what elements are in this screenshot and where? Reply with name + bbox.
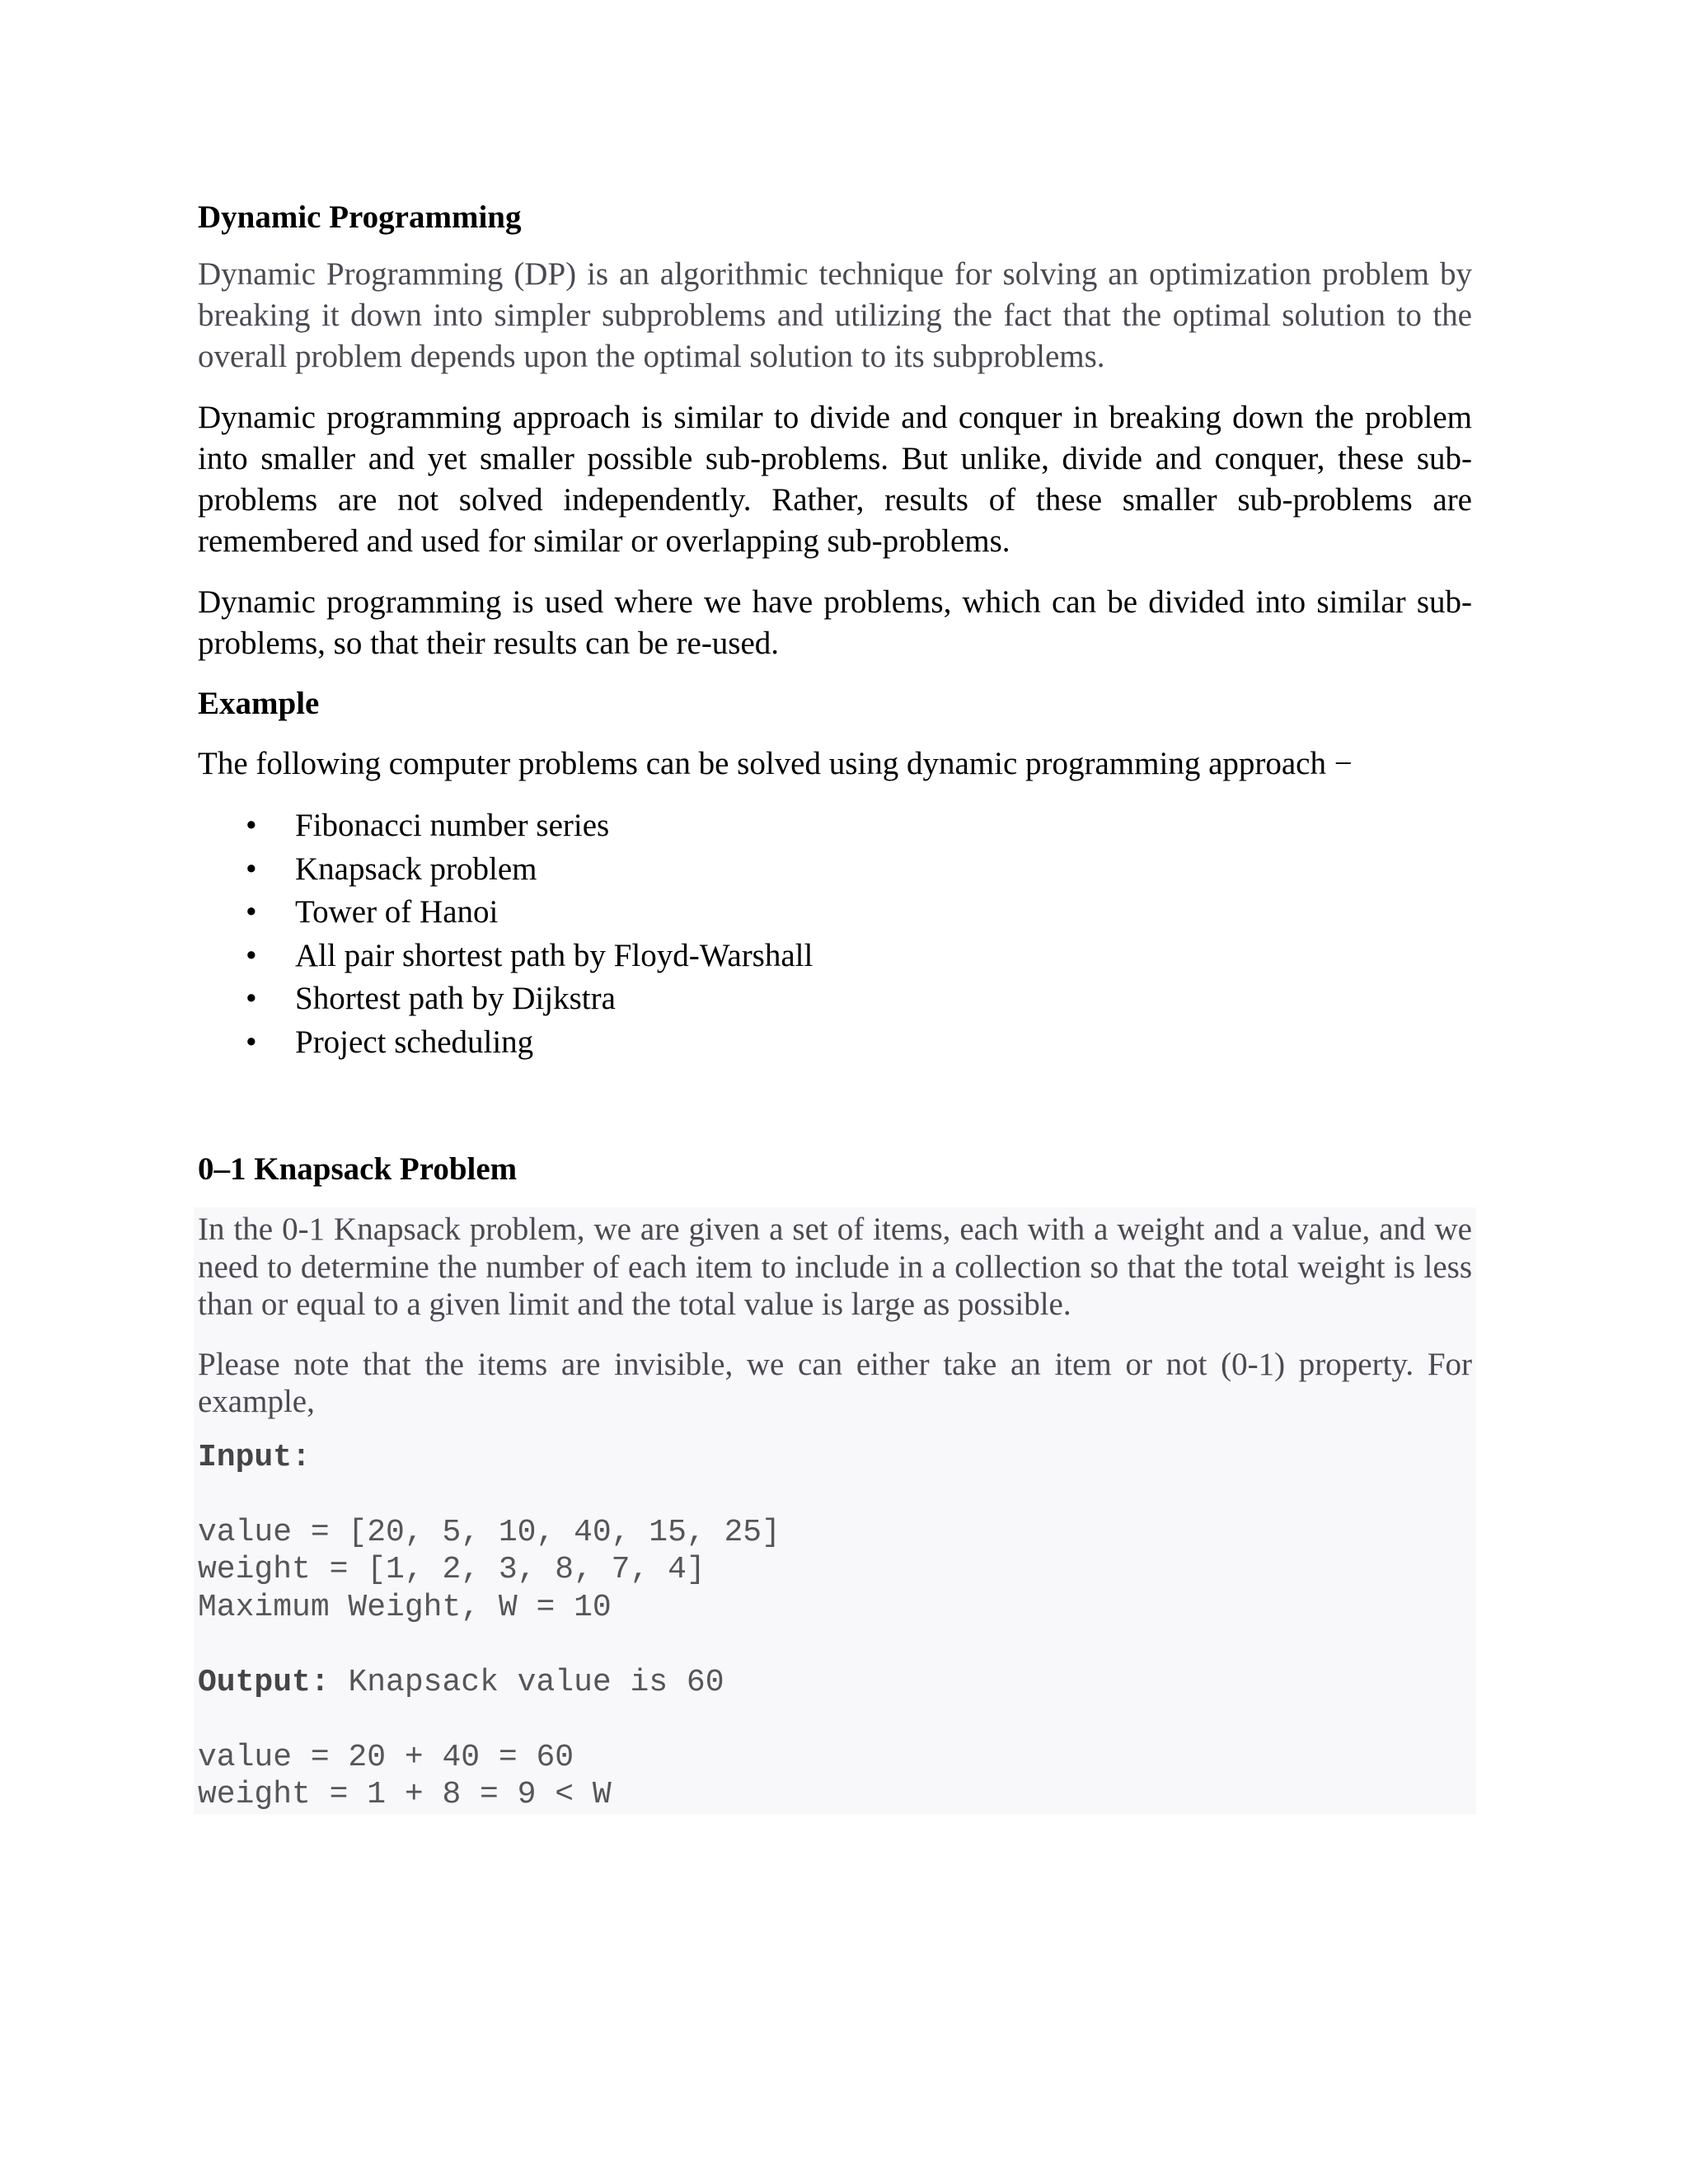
code-block [198,1439,1472,1814]
list-item [198,935,1472,978]
knapsack-shaded-block [194,1207,1476,1814]
section-heading-example: Example [198,686,320,721]
dp-usage-paragraph: Dynamic programming is used where we have problems, which can be divided into similar sub-problems, so that their results can be re-used. [198,584,1472,661]
bullet-icon: • [246,937,257,973]
bullet-icon: • [246,894,257,930]
input-label: Input: [198,1439,311,1475]
dp-definition-paragraph: Dynamic Programming (DP) is an algorithmic technique for solving an optimization problem by breaking it down into simpler subproblems and utilizing the fact that the optimal solution to the overall problem depends upon the optimal solution to its subproblems. [198,256,1472,374]
dp-approach-paragraph: Dynamic programming approach is similar to divide and conquer in breaking down the problem into smaller and yet smaller possible sub-problems. But unlike, divide and conquer, these sub-problems are not solved independently. Rather, results of these smaller sub-problems are remembered and used for similar or overlapping sub-problems. [198,400,1472,559]
bullet-icon: • [246,981,257,1016]
list-item-label: Project scheduling [295,1024,534,1060]
list-item [198,1021,1472,1065]
code-line: Maximum Weight, W = 10 [198,1589,612,1625]
list-item [198,891,1472,935]
section-heading-dynamic-programming: Dynamic Programming [198,199,522,235]
blank-line [198,1477,217,1512]
code-line: value = 20 + 40 = 60 [198,1739,574,1775]
blank-line [198,1702,217,1737]
bullet-icon: • [246,1024,257,1060]
section-heading-knapsack: 0–1 Knapsack Problem [198,1151,518,1187]
list-item-label: All pair shortest path by Floyd-Warshall [295,937,814,973]
knapsack-definition-paragraph: In the 0-1 Knapsack problem, we are given a set of items, each with a weight and a value, and we need to determine the number of each item to include in a collection so that the total weight is less than or equal to a given limit and the total value is large as possible. [198,1212,1472,1322]
list-item [198,804,1472,848]
list-item-label: Tower of Hanoi [295,894,499,930]
document-page [198,198,1472,1814]
code-line: weight = 1 + 8 = 9 < W [198,1777,612,1812]
output-value: Knapsack value is 60 [329,1664,724,1700]
example-intro-paragraph: The following computer problems can be solved using dynamic programming approach − [198,746,1353,781]
list-item-label: Knapsack problem [295,851,537,887]
list-item-label: Fibonacci number series [295,808,610,843]
example-problem-list [198,804,1472,1064]
knapsack-note-paragraph: Please note that the items are invisible, we can either take an item or not (0-1) property. For example, [198,1346,1472,1419]
bullet-icon: • [246,851,257,887]
blank-line [198,1627,217,1662]
code-line: value = [20, 5, 10, 40, 15, 25] [198,1514,781,1550]
list-item [198,977,1472,1021]
list-item [198,848,1472,892]
output-label: Output: [198,1664,330,1700]
list-item-label: Shortest path by Dijkstra [295,981,616,1016]
bullet-icon: • [246,808,257,843]
code-line: weight = [1, 2, 3, 8, 7, 4] [198,1552,706,1587]
